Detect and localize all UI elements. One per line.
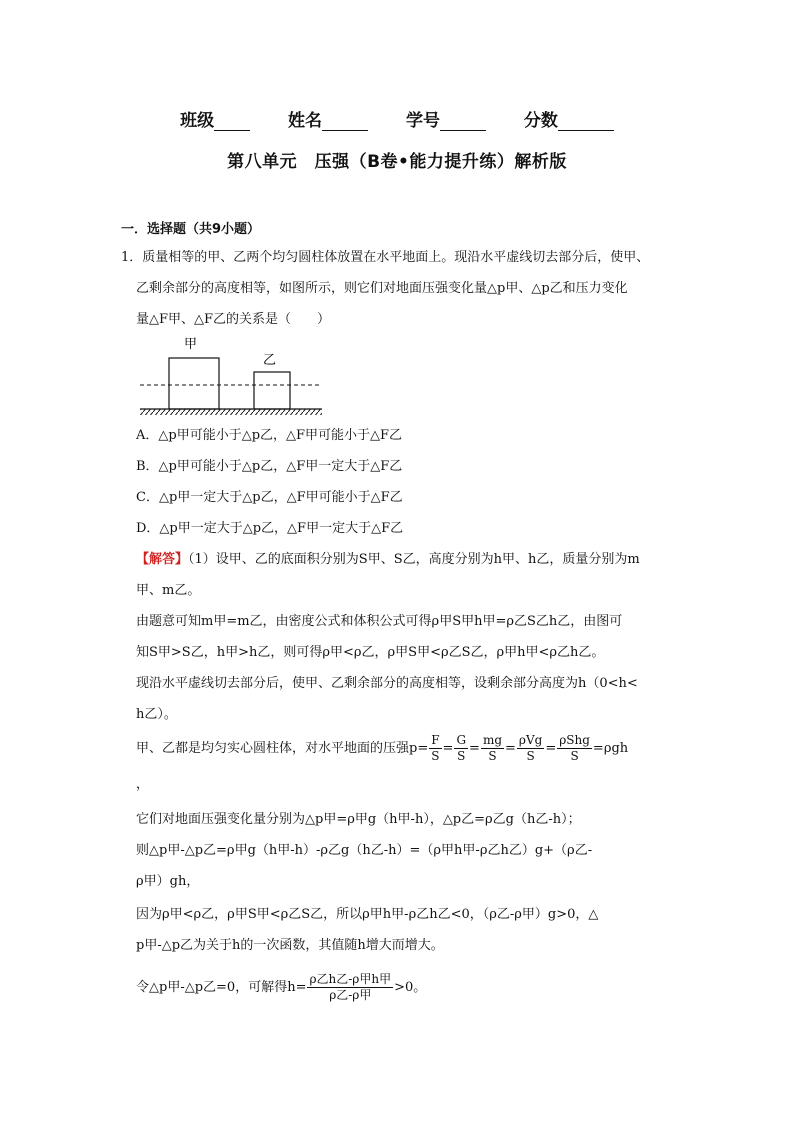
answer-line-6: h乙）。 [136,707,177,722]
answer-line-12: 因为ρ甲<ρ乙，ρ甲S甲<ρ乙S乙，所以ρ甲h甲-ρ乙h乙<0，（ρ乙-ρ甲）g>0，△ [136,907,599,922]
option-b: B．△p甲可能小于△p乙，△F甲一定大于△F乙 [136,459,403,474]
option-a: A．△p甲可能小于△p乙，△F甲可能小于△F乙 [136,428,403,443]
answer-line-13: p甲-△p乙为关于h的一次函数，其值随h增大而增大。 [136,938,444,953]
fraction-mg-s: $\frac{mg}{S}$ [482,733,503,763]
answer-line-8: ， [136,777,150,792]
id-field [406,106,486,131]
answer-line-7: 甲、乙都是均匀实心圆柱体，对水平地面的压强p= $\frac{F}{S}$ = $\frac{G}{S}$ = $\frac{mg}{S}$ = $\frac{\text{ρVg}}{S}$ = $\frac{\text{ρShg}}{S}$ =ρgh [136,733,629,763]
page-title: 第八单元 压强（B卷•能力提升练）解析版 [227,152,567,172]
option-c: C．△p甲一定大于△p乙，△F甲可能小于△F乙 [136,490,403,505]
id-label: 学号 [405,111,440,131]
cylinder-a [169,358,219,409]
question-number: 1． [121,250,143,265]
student-info-header [0,106,794,131]
answer-line-9: 它们对地面压强变化量分别为△p甲=ρ甲g（h甲-h），△p乙=ρ乙g（h乙-h）； [136,812,581,827]
cylinders-figure [138,334,328,416]
answer-line-3: 由题意可知m甲=m乙，由密度公式和体积公式可得ρ甲S甲h甲=ρ乙S乙h乙，由图可 [136,614,623,629]
cylinder-b [254,372,290,409]
answer-line-10: 则△p甲-△p乙=ρ甲g（h甲-h）-ρ乙g（h乙-h）=（ρ甲h甲-ρ乙h乙）g+（ρ乙- [136,843,593,858]
section-heading: 一．选择题（共9小题） [121,222,261,237]
score-label: 分数 [523,111,558,131]
fraction-rhoshg-s: $\frac{\text{ρShg}}{S}$ [559,733,590,763]
name-blank [322,112,368,131]
class-label: 班级 [180,111,215,131]
fraction-f-s: $\frac{F}{S}$ [431,733,440,763]
option-d: D．△p甲一定大于△p乙，△F甲一定大于△F乙 [136,521,404,536]
cylinder-b-label: 乙 [263,353,277,368]
class-blank [214,112,250,131]
answer-line-11: ρ甲）gh， [136,874,200,889]
answer-line-2: 甲、m乙。 [136,583,201,598]
score-field [524,106,614,131]
name-field [288,106,368,131]
ground-hatch [140,409,322,415]
question-line-1: 1．质量相等的甲、乙两个均匀圆柱体放置在水平地面上。现沿水平虚线切去部分后，使甲、 [121,250,650,265]
fraction-g-s: $\frac{G}{S}$ [456,733,467,763]
class-field [180,106,250,131]
score-blank [558,112,614,131]
answer-line-4: 知S甲>S乙，h甲>h乙，则可得ρ甲<ρ乙，ρ甲S甲<ρ乙S乙，ρ甲h甲<ρ乙h乙。 [136,645,605,660]
cylinder-a-label: 甲 [184,337,198,352]
question-line-3: 量△F甲、△F乙的关系是（ ） [136,312,331,327]
name-label: 姓名 [288,111,323,131]
question-line-2: 乙剩余部分的高度相等，如图所示，则它们对地面压强变化量△p甲、△p乙和压力变化 [136,281,628,296]
answer-line-14: 令△p甲-△p乙=0，可解得h= $\frac{\text{ρ乙h乙-ρ甲h甲}}{\text{ρ乙-ρ甲}}$ >0。 [136,972,427,1002]
answer-line-5: 现沿水平虚线切去部分后，使甲、乙剩余部分的高度相等，设剩余部分高度为h（0<h< [136,676,638,691]
id-blank [440,112,486,131]
fraction-rhovg-s: $\frac{\text{ρVg}}{S}$ [518,733,543,763]
fraction-h-solution: $\frac{\text{ρ乙h乙-ρ甲h甲}}{\text{ρ乙-ρ甲}}$ [309,972,392,1002]
answer-line-1: 【解答】（1）设甲、乙的底面积分别为S甲、S乙，高度分别为h甲、h乙，质量分别为m [136,552,640,567]
answer-tag: 【解答】 [136,552,189,567]
